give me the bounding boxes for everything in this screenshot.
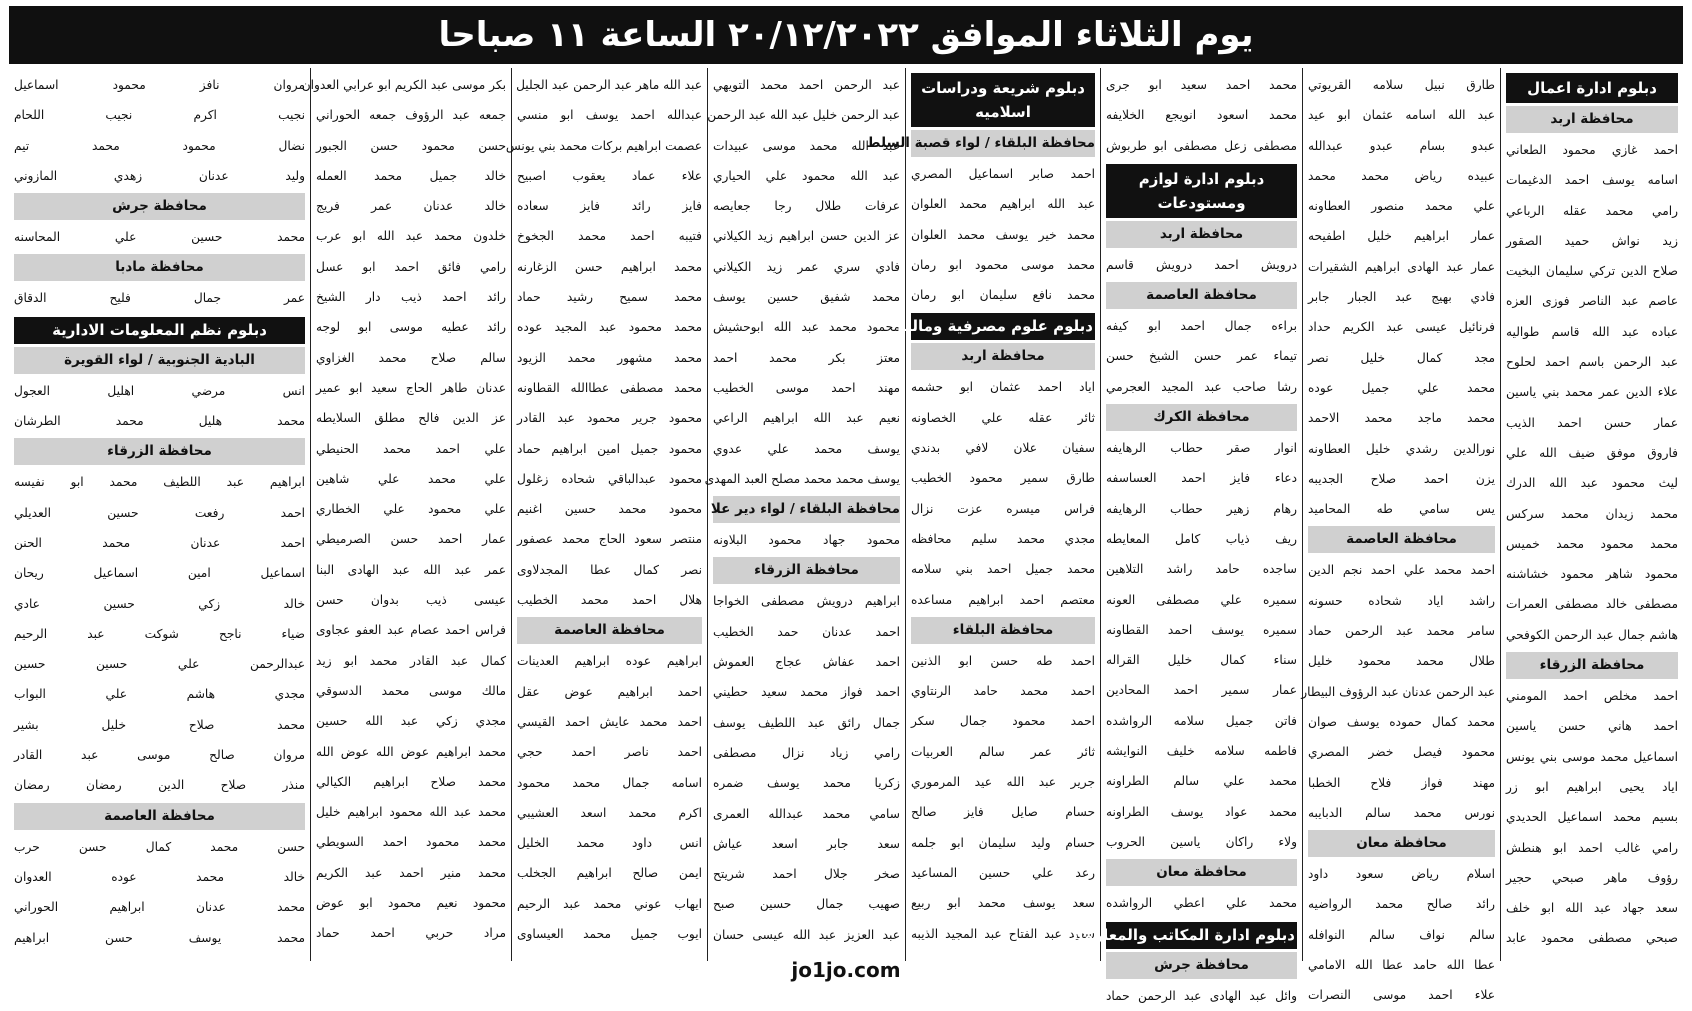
graduate-name: خالد عدنان عمر فريج [316, 199, 506, 214]
graduate-name: محمد نافع سليمان ابو رمان [911, 288, 1095, 303]
graduate-name: عمار ابراهيم خليل اطفيحه [1308, 229, 1495, 244]
graduate-name: ليث محمود عبد الله الدرك [1506, 476, 1678, 491]
graduate-name: محمد هليل محمد الطرشان [14, 414, 305, 429]
graduate-name: علي محمد علي شاهين [316, 471, 506, 486]
region-heading: محافظة البلقاء [911, 617, 1095, 644]
graduate-name: معتصم احمد ابراهيم مساعده [911, 592, 1095, 607]
graduate-name: محمد صلاح خليل بشير [14, 717, 305, 732]
graduate-name: صبحي مصطفى محمود عابد [1506, 931, 1678, 946]
graduate-name: مهند فواز فلاح الخطبا [1308, 775, 1495, 790]
graduate-name: محمود عبدالباقي شحاده زغلول [517, 471, 702, 486]
graduate-name: جمعه عبد الرؤوف جمعه الحوراني [316, 108, 506, 123]
graduate-name: درويش احمد درويش قاسم [1106, 257, 1297, 272]
graduate-name: ثائر عقله علي الخصاونه [911, 410, 1095, 425]
graduate-name: راشد اياد شحاده حسونه [1308, 593, 1495, 608]
graduate-name: نجيب اكرم نجيب اللحام [14, 108, 305, 123]
graduate-name: ريف ذياب كامل المعايطه [1106, 531, 1297, 546]
graduate-name: عصمت ابراهيم بركات محمد بني يونس [505, 138, 702, 153]
graduate-name: رامي فائق احمد ابو عسل [316, 259, 506, 274]
graduate-name: محمد محمود عبد المجيد عوده [517, 320, 702, 335]
column-8 [9, 68, 310, 961]
graduate-name: احمد غازي محمود الطعاني [1506, 143, 1678, 157]
region-heading: محافظة معان [1106, 859, 1297, 886]
graduate-name: خلدون محمد عبد الله ابو عرب [316, 229, 506, 244]
graduate-name: حسن محمد كمال حسن حرب [14, 839, 305, 854]
graduate-name: اسامه جمال محمد محمود [517, 775, 702, 790]
graduate-name: بكر موسى عبد الكريم ابو عرابي العدوان [301, 78, 506, 92]
graduate-name: نورالدين رشدي خليل العطاونه [1308, 441, 1495, 456]
graduate-name: جمال رائق عبد اللطيف يوسف [713, 715, 900, 730]
column-4 [866, 68, 1100, 961]
diploma-heading: دبلوم شريعة ودراسات اسلاميه [911, 73, 1095, 127]
footer-site: jo1jo.com [791, 958, 901, 982]
graduate-name: فتيبه احمد محمد الجخوخ [517, 229, 702, 244]
graduate-name: محمد مشهور محمد الزيود [517, 350, 702, 365]
graduate-name: محمود محمد عبد الله ابوحشيش [713, 320, 900, 335]
graduate-name: عيسى ذيب بدوان حسن [316, 593, 506, 608]
graduate-name: محمود جميل امين ابراهيم حماد [517, 441, 702, 456]
graduate-name: محمد مصطفى عطاالله القطاونه [517, 380, 702, 395]
graduate-name: علاء احمد موسى النصرات [1308, 988, 1495, 1003]
graduate-name: محمد موسى محمود ابو رمان [911, 257, 1095, 272]
graduate-name: عمر عبد الله عبد الهادى البنا [316, 562, 506, 577]
graduate-name: صلاح الدين تركي سليمان البخيت [1506, 264, 1678, 279]
graduate-name: عبد الله محمد موسى عبيدات [713, 138, 900, 153]
graduate-name: حسام صايل فايز صالح [911, 805, 1095, 820]
graduate-name: اكرم محمد اسعد العشيبي [517, 805, 702, 820]
diploma-heading: دبلوم نظم المعلومات الادارية [14, 317, 305, 344]
graduate-name: محمد محمود احمد السويطي [316, 835, 506, 850]
graduate-name: اياد يحيى ابراهيم ابو زر [1506, 779, 1678, 794]
graduate-name: محمد خير يوسف محمد العلوان [911, 227, 1095, 242]
region-heading: محافظة جرش [1106, 952, 1297, 979]
graduate-name: احمد طه حسن ابو الذنين [911, 653, 1095, 668]
graduate-name: انس مرضي اهليل العجول [14, 383, 305, 398]
region-heading: محافظة معان [1308, 830, 1495, 857]
graduate-name: سعد يوسف محمد ابو ربيع [911, 896, 1095, 911]
column-1 [1500, 68, 1683, 961]
graduate-name: محمود محمد حسين اغنيم [517, 502, 702, 517]
column-5 [704, 68, 905, 961]
graduate-name: سميره يوسف احمد القطاونه [1106, 622, 1297, 637]
graduate-name: مروان صالح موسى عبد القادر [14, 748, 305, 763]
graduate-name: عبيده رياض محمد محمد [1308, 168, 1495, 183]
graduate-name: علي احمد محمد الحنيطي [316, 441, 506, 456]
graduate-name: احمد محمد علي احمد نجم الدين [1308, 563, 1495, 578]
graduate-name: محمود نعيم محمود ابو عوض [316, 896, 506, 911]
graduate-name: منتصر سعود الحاج محمد عصفور [517, 532, 702, 547]
graduate-name: اسامه يوسف احمد الدغيمات [1506, 173, 1678, 188]
graduate-name: وائل عبد الهادى عبد الرحمن حماد [1106, 988, 1297, 1003]
graduate-name: رامي زياد نزال مصطفى [713, 745, 900, 760]
graduate-name: سناء كمال خليل القراله [1106, 653, 1297, 668]
region-heading: محافظة البلقاء / لواء دير علا [713, 496, 900, 523]
graduate-name: رامي محمد عقله الرباعي [1506, 203, 1678, 218]
graduate-name: سعد جهاد عبد الله ابو خلف [1506, 901, 1678, 916]
graduate-name: تيماء عمر حسن الشيخ حسن [1106, 349, 1297, 364]
graduate-name: محمد عبد الله محمود ابراهيم خليل [316, 805, 506, 820]
graduate-name: خالد زكي حسين عادي [14, 596, 305, 611]
graduate-name: فاتن جميل سلامه الرواشده [1106, 713, 1297, 728]
graduate-name: نورس محمد سالم الدبايبه [1308, 805, 1495, 820]
graduate-name: رؤوف ماهر صبحي حجير [1506, 870, 1678, 885]
graduate-name: طلال محمد محمود خليل [1308, 654, 1495, 669]
graduate-name: محمود شاهر محمود خشاشنه [1506, 567, 1678, 582]
graduate-name: دعاء فايز احمد العساسفه [1106, 471, 1297, 486]
graduate-name: محمد منير احمد عبد الكريم [316, 865, 506, 880]
graduate-name: احمد هاني حسن ياسين [1506, 719, 1678, 734]
graduate-name: محمد ابراهيم عوض الله عوض الله [316, 744, 506, 759]
graduate-name: عبد العزيز عبد الله عيسى حسان [713, 927, 900, 942]
graduate-name: احمد صابر اسماعيل المصري [911, 167, 1095, 181]
diploma-heading: دبلوم ادارة المكاتب والمعلومات [1106, 922, 1297, 949]
graduate-name: مراد حربي احمد حماد [316, 926, 506, 941]
graduate-name: فايز رائد فايز سعاده [517, 199, 702, 214]
page-title: يوم الثلاثاء الموافق ٢٠/١٢/٢٠٢٢ الساعة ١١ صباحا [9, 6, 1683, 64]
graduate-name: محمد عواد يوسف الطراونه [1106, 804, 1297, 819]
graduate-name: سعيد عبد الفتاح عبد المجيد الذيبه [911, 926, 1095, 941]
diploma-heading: دبلوم علوم مصرفية ومالية [911, 313, 1095, 340]
region-heading: محافظة العاصمة [1106, 282, 1297, 309]
graduate-name: محمد زيدان محمد سركس [1506, 506, 1678, 521]
graduate-name: ولاء راكان ياسين الحروب [1106, 834, 1297, 849]
graduate-name: رعد علي حسين المساعيد [911, 865, 1095, 880]
graduate-name: زكريا محمد يوسف ضمره [713, 776, 900, 791]
graduate-name: طارق نبيل سلامه القريوتي [1308, 78, 1495, 92]
graduate-name: فاطمه سلامه خليف النوايشه [1106, 744, 1297, 759]
graduate-name: عبدالله احمد يوسف ابو منسي [517, 108, 702, 123]
graduate-name: سميره علي مصطفى العونه [1106, 592, 1297, 607]
graduate-name: خالد جميل محمد العمله [316, 168, 506, 183]
column-7 [301, 68, 511, 961]
graduate-name: هلال احمد محمد الخطيب [517, 593, 702, 608]
graduate-name: نضال محمود محمد تيم [14, 138, 305, 153]
graduate-name: محمد سميح رشيد حماد [517, 290, 702, 305]
graduate-name: ايمن صالح ابراهيم الجخلب [517, 866, 702, 881]
graduate-name: محمد ماجد محمد الاحمد [1308, 411, 1495, 426]
graduate-name: يزن احمد صلاح الجديبه [1308, 471, 1495, 486]
graduate-name: محمد ابراهيم حسن الزغارنه [517, 259, 702, 274]
graduate-name: محمد علي اعطي الرواشده [1106, 896, 1297, 911]
region-heading: محافظة جرش [14, 193, 305, 220]
graduate-name: محمد جميل احمد بني سلامه [911, 562, 1095, 577]
graduate-name: ابراهيم عبد اللطيف محمد ابو نفيسه [14, 475, 305, 490]
graduate-name: عبد الله اسامه عثمان ابو عيد [1308, 108, 1495, 123]
graduate-name: عبد الرحمن احمد محمد التويهي [713, 78, 900, 92]
region-heading: محافظة البلقاء / لواء قصبة السلط [911, 130, 1095, 157]
graduate-name: عاصم عبد الناصر فوزى العزه [1506, 294, 1678, 309]
graduate-name: ساجده حامد راشد التلاهين [1106, 562, 1297, 577]
graduate-name: عبد الله محمود علي الحياري [713, 168, 900, 183]
graduate-name: علي محمود علي الخطاري [316, 502, 506, 517]
graduate-name: صهيب جمال حسين صبح [713, 897, 900, 912]
graduate-name: احمد رفعت حسين العديلي [14, 505, 305, 520]
region-heading: محافظة الزرقاء [713, 557, 900, 584]
graduate-name: محمود فيصل خضر المصري [1308, 745, 1495, 760]
region-heading: محافظة مادبا [14, 254, 305, 281]
graduate-name: مروان نافز محمود اسماعيل [14, 78, 305, 92]
graduate-name: عمر جمال فليح الدقاق [14, 291, 305, 306]
graduate-name: اسماعيل محمد موسى بني يونس [1506, 749, 1678, 764]
graduate-name: زيد نواش حميد الصقور [1506, 233, 1678, 248]
graduate-name: محمد محمود محمد خميس [1506, 536, 1678, 551]
graduate-name: عرفات طلال رجا جعايصه [713, 199, 900, 214]
graduate-name: عمار حسن احمد الذيب [1506, 415, 1678, 430]
graduate-name: عطا الله حامد عطا الله الامامي [1308, 958, 1495, 973]
graduate-name: احمد عفاش عجاج العموش [713, 655, 900, 670]
graduate-name: منذر صلاح الدين رمضان رمضان [14, 778, 305, 793]
graduate-name: مالك موسى محمد الدسوقي [316, 683, 506, 698]
graduate-name: براءه جمال احمد ابو كيفه [1106, 319, 1297, 334]
graduate-name: انوار صقر حطاب الرهايفه [1106, 441, 1297, 456]
graduate-name: فراس احمد عصام عبد العفو عجاوى [316, 623, 506, 638]
graduate-name: فادي بهيج عبد الجبار جابر [1308, 290, 1495, 305]
region-heading: البادية الجنوبية / لواء القويرة [14, 347, 305, 374]
graduate-name: مصطفى خالد مصطفى العمرات [1506, 597, 1678, 612]
graduate-name: انس داود محمد الخليل [517, 836, 702, 851]
graduate-name: نصر كمال عطا المجدلاوى [517, 562, 702, 577]
graduate-name: محمد حسين علي المحاسنه [14, 230, 305, 245]
graduate-name: محمد عدنان ابراهيم الحوراني [14, 900, 305, 915]
graduate-name: يوسف محمد محمد مصلح العبد المهدى [704, 471, 900, 486]
graduate-name: سعد جابر اسعد عياش [713, 836, 900, 851]
graduate-name: يس سامي طه المحاميد [1308, 502, 1495, 517]
graduate-name: مصطفى زعل مصطفى ابو طربوش [1106, 138, 1297, 153]
region-heading: محافظة الزرقاء [1506, 652, 1678, 679]
graduate-name: طارق سمير محمود الخطيب [911, 471, 1095, 486]
graduate-name: اسلام رياض سعود داود [1308, 867, 1495, 882]
graduate-name: فاروق موفق ضيف الله علي [1506, 445, 1678, 460]
graduate-name: ابراهيم عوده ابراهيم العدينات [517, 654, 702, 669]
column-6 [505, 68, 707, 961]
graduate-name: خالد محمد عوده العدوان [14, 869, 305, 884]
graduate-name: رهام زهير حطاب الرهايفه [1106, 501, 1297, 516]
graduate-name: عمار سمير احمد المحادين [1106, 683, 1297, 698]
graduate-name: رشا صاحب عبد المجيد العجرمي [1106, 379, 1297, 394]
graduate-name: عمار عبد الهادى ابراهيم الشقيرات [1308, 259, 1495, 274]
graduate-name: مجدي محمد سليم محافظه [911, 531, 1095, 546]
graduate-name: ثائر عمر سالم العربيات [911, 744, 1095, 759]
graduate-name: اياد احمد عثمان ابو حشمه [911, 380, 1095, 395]
graduate-name: محمد كمال حموده يوسف صوان [1308, 714, 1495, 729]
graduate-name: وليد عدنان زهدي المازوني [14, 168, 305, 183]
region-heading: محافظة العاصمة [1308, 526, 1495, 553]
region-heading: محافظة اربد [1506, 106, 1678, 133]
graduate-name: سامي محمد عبدالله العمرى [713, 806, 900, 821]
graduate-name: احمد ابراهيم عوض عقل [517, 684, 702, 699]
graduate-name: عبد الرحمن عدنان عبد الرؤوف البيطار [1301, 684, 1495, 699]
graduate-name: محمد علي سالم الطراونه [1106, 774, 1297, 789]
graduate-name: ابراهيم درويش مصطفى الخواجا [713, 594, 900, 609]
graduate-name: عبدو بسام عبدو عبدالله [1308, 138, 1495, 153]
graduate-name: مجدي زكي عبد الله حسين [316, 714, 506, 729]
graduate-name: فراس ميسره عزت نزال [911, 501, 1095, 516]
graduate-name: حسام وليد سليمان ابو جلمه [911, 835, 1095, 850]
graduate-name: عز الدين فالح مطلق السلايطه [316, 411, 506, 426]
graduate-name: محمد يوسف حسن ابراهيم [14, 930, 305, 945]
graduate-name: رائد صالح محمد الرواضيه [1308, 897, 1495, 912]
region-heading: محافظة الزرقاء [14, 438, 305, 465]
graduate-name: احمد فواز محمد سعيد حطيني [713, 685, 900, 700]
diploma-heading: دبلوم ادارة لوازم ومستودعات [1106, 164, 1297, 218]
graduate-name: محمد صلاح ابراهيم الكيالي [316, 774, 506, 789]
graduate-name: سالم صلاح محمد الغزاوي [316, 350, 506, 365]
region-heading: محافظة العاصمة [14, 803, 305, 830]
graduate-name: عبد الرحمن باسم احمد لحلوح [1506, 355, 1678, 370]
graduate-name: عز الدين حسن ابراهيم زيد الكيلاني [713, 229, 900, 244]
graduate-name: كمال عبد القادر محمد ابو زيد [316, 653, 506, 668]
graduate-name: ايهاب عوني محمد عبد الرحيم [517, 896, 702, 911]
graduate-name: احمد محمد عايش احمد القيسي [517, 714, 702, 729]
region-heading: محافظة اربد [911, 343, 1095, 370]
graduate-name: محمد احمد سعيد ابو جرى [1106, 78, 1297, 92]
graduate-name: ضياء ناجح شوكت عبد الرحيم [14, 626, 305, 641]
graduate-name: مجد كمال خليل نصر [1308, 350, 1495, 365]
graduate-name: علاء الدين عمر محمد بني ياسين [1506, 385, 1678, 400]
graduate-name: احمد عدنان محمد الحنن [14, 535, 305, 550]
column-2 [1301, 68, 1500, 1003]
graduate-name: عبد الله ماهر عبد الرحمن عبد الجليل [516, 78, 702, 92]
graduate-name: سالم نواف سالم النوافله [1308, 927, 1495, 942]
graduate-name: اسماعيل امين اسماعيل ريحان [14, 566, 305, 581]
graduate-name: محمد علي جميل عوده [1308, 380, 1495, 395]
region-heading: محافظة اربد [1106, 221, 1297, 248]
graduate-name: صخر جلال احمد شريتح [713, 867, 900, 882]
graduate-name: عباده عبد الله قاسم طواليه [1506, 324, 1678, 339]
graduate-name: سفيان علان لافي بدندي [911, 441, 1095, 456]
graduate-name: محمد اسعود انويجع الخلايفه [1106, 108, 1297, 123]
graduate-name: رامي غالب احمد ابو هنطش [1506, 840, 1678, 855]
graduate-name: عبدالرحمن علي حسين حسين [14, 657, 305, 672]
column-3 [1063, 68, 1302, 1003]
graduate-name: محمود جهاد محمود البلاونه [713, 533, 900, 548]
graduate-name: هاشم جمال عبد الرحمن الكوفحي [1506, 627, 1678, 642]
graduate-name: يوسف محمد علي عدوي [713, 441, 900, 456]
graduate-name: نعيم عبد الله ابراهيم الراعي [713, 411, 900, 426]
graduate-name: عدنان طاهر الحاج سعيد ابو عمير [316, 380, 506, 395]
graduate-name: علي محمد منصور العطاونه [1308, 199, 1495, 214]
graduate-name: مجدي هاشم علي البواب [14, 687, 305, 702]
graduate-name: عبد الله ابراهيم محمد العلوان [911, 197, 1095, 212]
graduate-name: علاء عماد يعقوب اصبيح [517, 168, 702, 183]
graduate-name: عبد الرحمن خليل عبد الله عبد الرحمن [707, 108, 900, 123]
graduate-name: احمد محمود جمال سكر [911, 714, 1095, 729]
graduate-name: ايوب جميل محمد العيساوى [517, 927, 702, 942]
graduate-name: احمد عدنان حمد الخطيب [713, 624, 900, 639]
diploma-heading: دبلوم ادارة اعمال [1506, 73, 1678, 103]
graduate-name: عمار احمد حسن الصرميطي [316, 532, 506, 547]
graduate-name: فرنائيل عيسى عبد الكريم حداد [1308, 320, 1495, 335]
graduate-name: رائد عطيه موسى ابو لوجه [316, 320, 506, 335]
graduate-name: رائد احمد ذيب دار الشيخ [316, 290, 506, 305]
graduate-name: فادي سري عمر زيد الكيلاني [713, 259, 900, 274]
graduate-name: احمد مخلص احمد المومني [1506, 689, 1678, 704]
graduate-name: حسن محمود حسن الجبور [316, 138, 506, 153]
graduate-name: احمد ناصر احمد حجي [517, 745, 702, 760]
graduate-name: مهند احمد موسى الخطيب [713, 380, 900, 395]
graduate-name: معتز بكر محمد احمد [713, 350, 900, 365]
graduate-name: محمود جرير محمود عبد القادر [517, 411, 702, 426]
graduate-name: سامر محمد عبد الرحمن حماد [1308, 624, 1495, 639]
region-heading: محافظة الكرك [1106, 404, 1297, 431]
region-heading: محافظة العاصمة [517, 617, 702, 644]
graduate-name: احمد محمد حامد الرنتاوي [911, 684, 1095, 699]
graduate-name: جرير عبد الله عيد المرموري [911, 775, 1095, 790]
graduate-name: بسيم محمد اسماعيل الحديدي [1506, 810, 1678, 825]
graduate-name: محمد شفيق حسين يوسف [713, 290, 900, 305]
